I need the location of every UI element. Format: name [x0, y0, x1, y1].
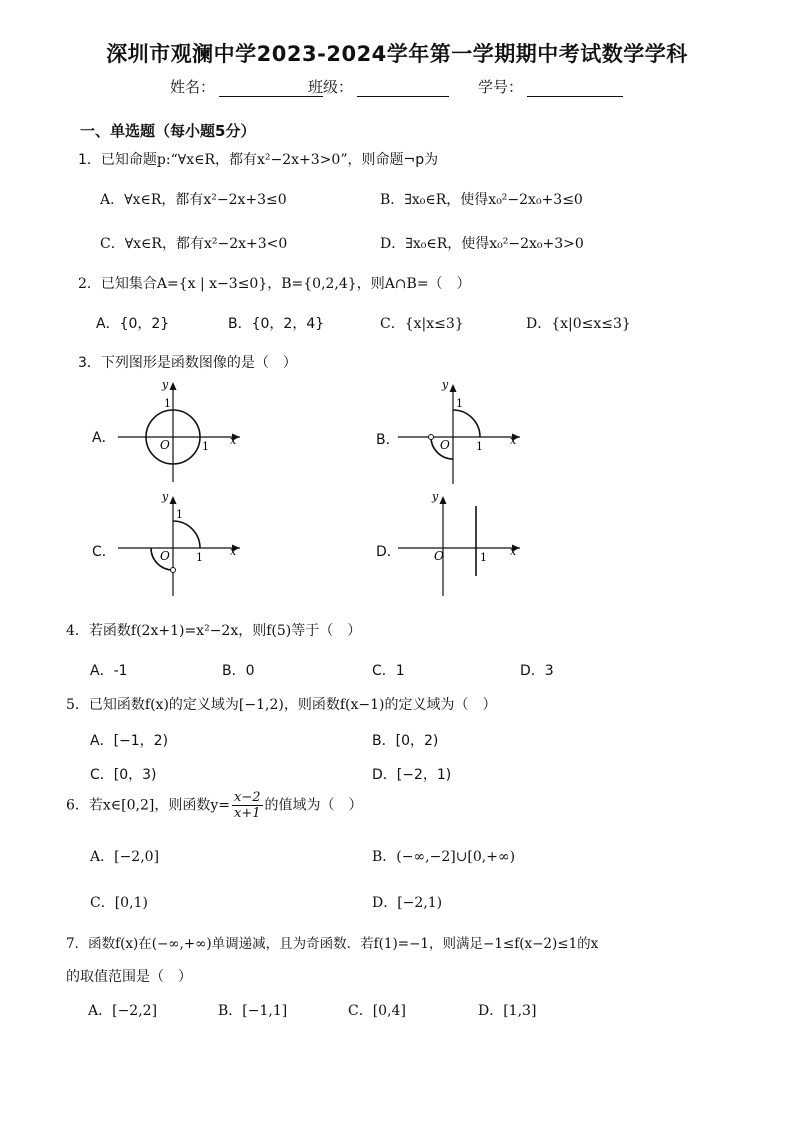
q5-option-c[interactable]: C．[0，3)	[90, 767, 157, 783]
q3-graph-b	[398, 376, 528, 486]
q3-graph-a	[118, 374, 248, 484]
q7-option-c[interactable]: C．[0,4]	[348, 1003, 406, 1019]
class-blank[interactable]	[357, 82, 449, 97]
q6-stem	[66, 790, 363, 821]
q3a-y-one: 1	[164, 397, 171, 410]
q3c-y-label: y	[162, 490, 169, 503]
q6-option-b[interactable]: B．(−∞,−2]∪[0,+∞)	[372, 849, 516, 865]
q7-option-b[interactable]: B．[−1,1]	[218, 1003, 288, 1019]
q3-stem: 3．下列图形是函数图像的是（ ）	[78, 355, 297, 371]
q3b-origin-label: O	[440, 438, 450, 452]
q1-option-b[interactable]: B．∃x₀∈R，使得x₀²−2x₀+3≤0	[380, 192, 583, 208]
q6-stem-pre: 6．若x∈[0,2]，则函数y=	[66, 797, 230, 814]
q4-stem: 4．若函数f(2x+1)=x²−2x，则f(5)等于（ ）	[66, 623, 362, 639]
q3b-x-one: 1	[476, 440, 483, 453]
q6-stem-post: 的值域为（ ）	[264, 797, 363, 814]
q3a-x-one: 1	[202, 440, 209, 453]
q3b-y-label: y	[442, 378, 449, 391]
q1-stem-post: ，则命题¬p为	[347, 152, 439, 168]
q3c-origin-label: O	[160, 549, 170, 563]
q3-graph-c	[118, 488, 248, 598]
q6-denominator: x+1	[234, 806, 261, 821]
name-label: 姓名：	[170, 78, 216, 96]
q3c-x-one: 1	[196, 551, 203, 564]
q2-option-c[interactable]: C．{x|x≤3}	[380, 316, 464, 332]
exam-title: 深圳市观澜中学2023-2024学年第一学期期中考试数学学科	[106, 42, 688, 66]
q3-option-a-label[interactable]: A．	[92, 430, 116, 446]
q4-option-a[interactable]: A．-1	[90, 663, 128, 679]
q3a-y-label: y	[162, 378, 169, 391]
q3c-x-label: x	[230, 545, 237, 558]
section-heading: 一、单选题（每小题5分）	[80, 122, 256, 140]
q7-stem-line2: 的取值范围是（ ）	[66, 969, 192, 985]
q6-option-a[interactable]: A．[−2,0]	[90, 849, 160, 865]
q2-option-d[interactable]: D．{x|0≤x≤3}	[526, 316, 631, 332]
q3d-y-label: y	[432, 490, 439, 503]
q1-option-d[interactable]: D．∃x₀∈R，使得x₀²−2x₀+3>0	[380, 236, 584, 252]
q3-graph-d	[398, 488, 528, 598]
q2-option-a[interactable]: A．{0，2}	[96, 316, 170, 332]
q7-stem-line1: 7．函数f(x)在(−∞,+∞)单调递减，且为奇函数．若f(1)=−1，则满足−1≤f(x−2)≤1的x	[66, 936, 599, 952]
q3-option-b-label[interactable]: B．	[376, 432, 400, 448]
q1-stem	[78, 149, 438, 169]
class-field[interactable]	[308, 76, 449, 97]
q3c-y-one: 1	[176, 508, 183, 521]
q5-option-a[interactable]: A．[−1，2)	[90, 733, 169, 749]
q3a-x-label: x	[230, 434, 237, 447]
q3a-origin-label: O	[160, 438, 170, 452]
q4-option-d[interactable]: D．3	[520, 663, 554, 679]
q3b-y-one: 1	[456, 397, 463, 410]
q4-option-b[interactable]: B．0	[222, 663, 255, 679]
q2-option-b[interactable]: B．{0，2，4}	[228, 316, 325, 332]
q5-option-b[interactable]: B．[0，2)	[372, 733, 439, 749]
q3-option-d-label[interactable]: D．	[376, 544, 401, 560]
student-id-blank[interactable]	[527, 82, 623, 97]
q6-fraction	[232, 790, 263, 821]
q3b-x-label: x	[510, 434, 517, 447]
q3d-x-one: 1	[480, 551, 487, 564]
q6-option-c[interactable]: C．[0,1)	[90, 895, 148, 911]
q7-option-a[interactable]: A．[−2,2]	[88, 1003, 158, 1019]
q2-stem: 2．已知集合A={x | x−3≤0}，B={0,2,4}，则A∩B=（ ）	[78, 276, 471, 292]
student-id-field[interactable]	[478, 76, 623, 97]
q3d-x-label: x	[510, 545, 517, 558]
class-label: 班级：	[308, 78, 354, 96]
q5-option-d[interactable]: D．[−2，1)	[372, 767, 452, 783]
q1-stem-pre: 1．已知命题	[78, 152, 157, 168]
q1-option-c[interactable]: C．∀x∈R，都有x²−2x+3<0	[100, 236, 288, 252]
q7-option-d[interactable]: D．[1,3]	[478, 1003, 537, 1019]
q3-option-c-label[interactable]: C．	[92, 544, 116, 560]
q1-proposition: p:“∀x∈R，都有x²−2x+3>0”	[156, 152, 348, 168]
q4-option-c[interactable]: C．1	[372, 663, 405, 679]
q6-option-d[interactable]: D．[−2,1)	[372, 895, 443, 911]
q1-option-a[interactable]: A．∀x∈R，都有x²−2x+3≤0	[100, 192, 287, 208]
q6-numerator: x−2	[234, 790, 261, 805]
student-id-label: 学号：	[478, 78, 524, 96]
q5-stem: 5．已知函数f(x)的定义域为[−1,2)，则函数f(x−1)的定义域为（ ）	[66, 697, 497, 713]
name-field[interactable]	[170, 76, 323, 97]
q3d-origin-label: O	[434, 549, 444, 563]
